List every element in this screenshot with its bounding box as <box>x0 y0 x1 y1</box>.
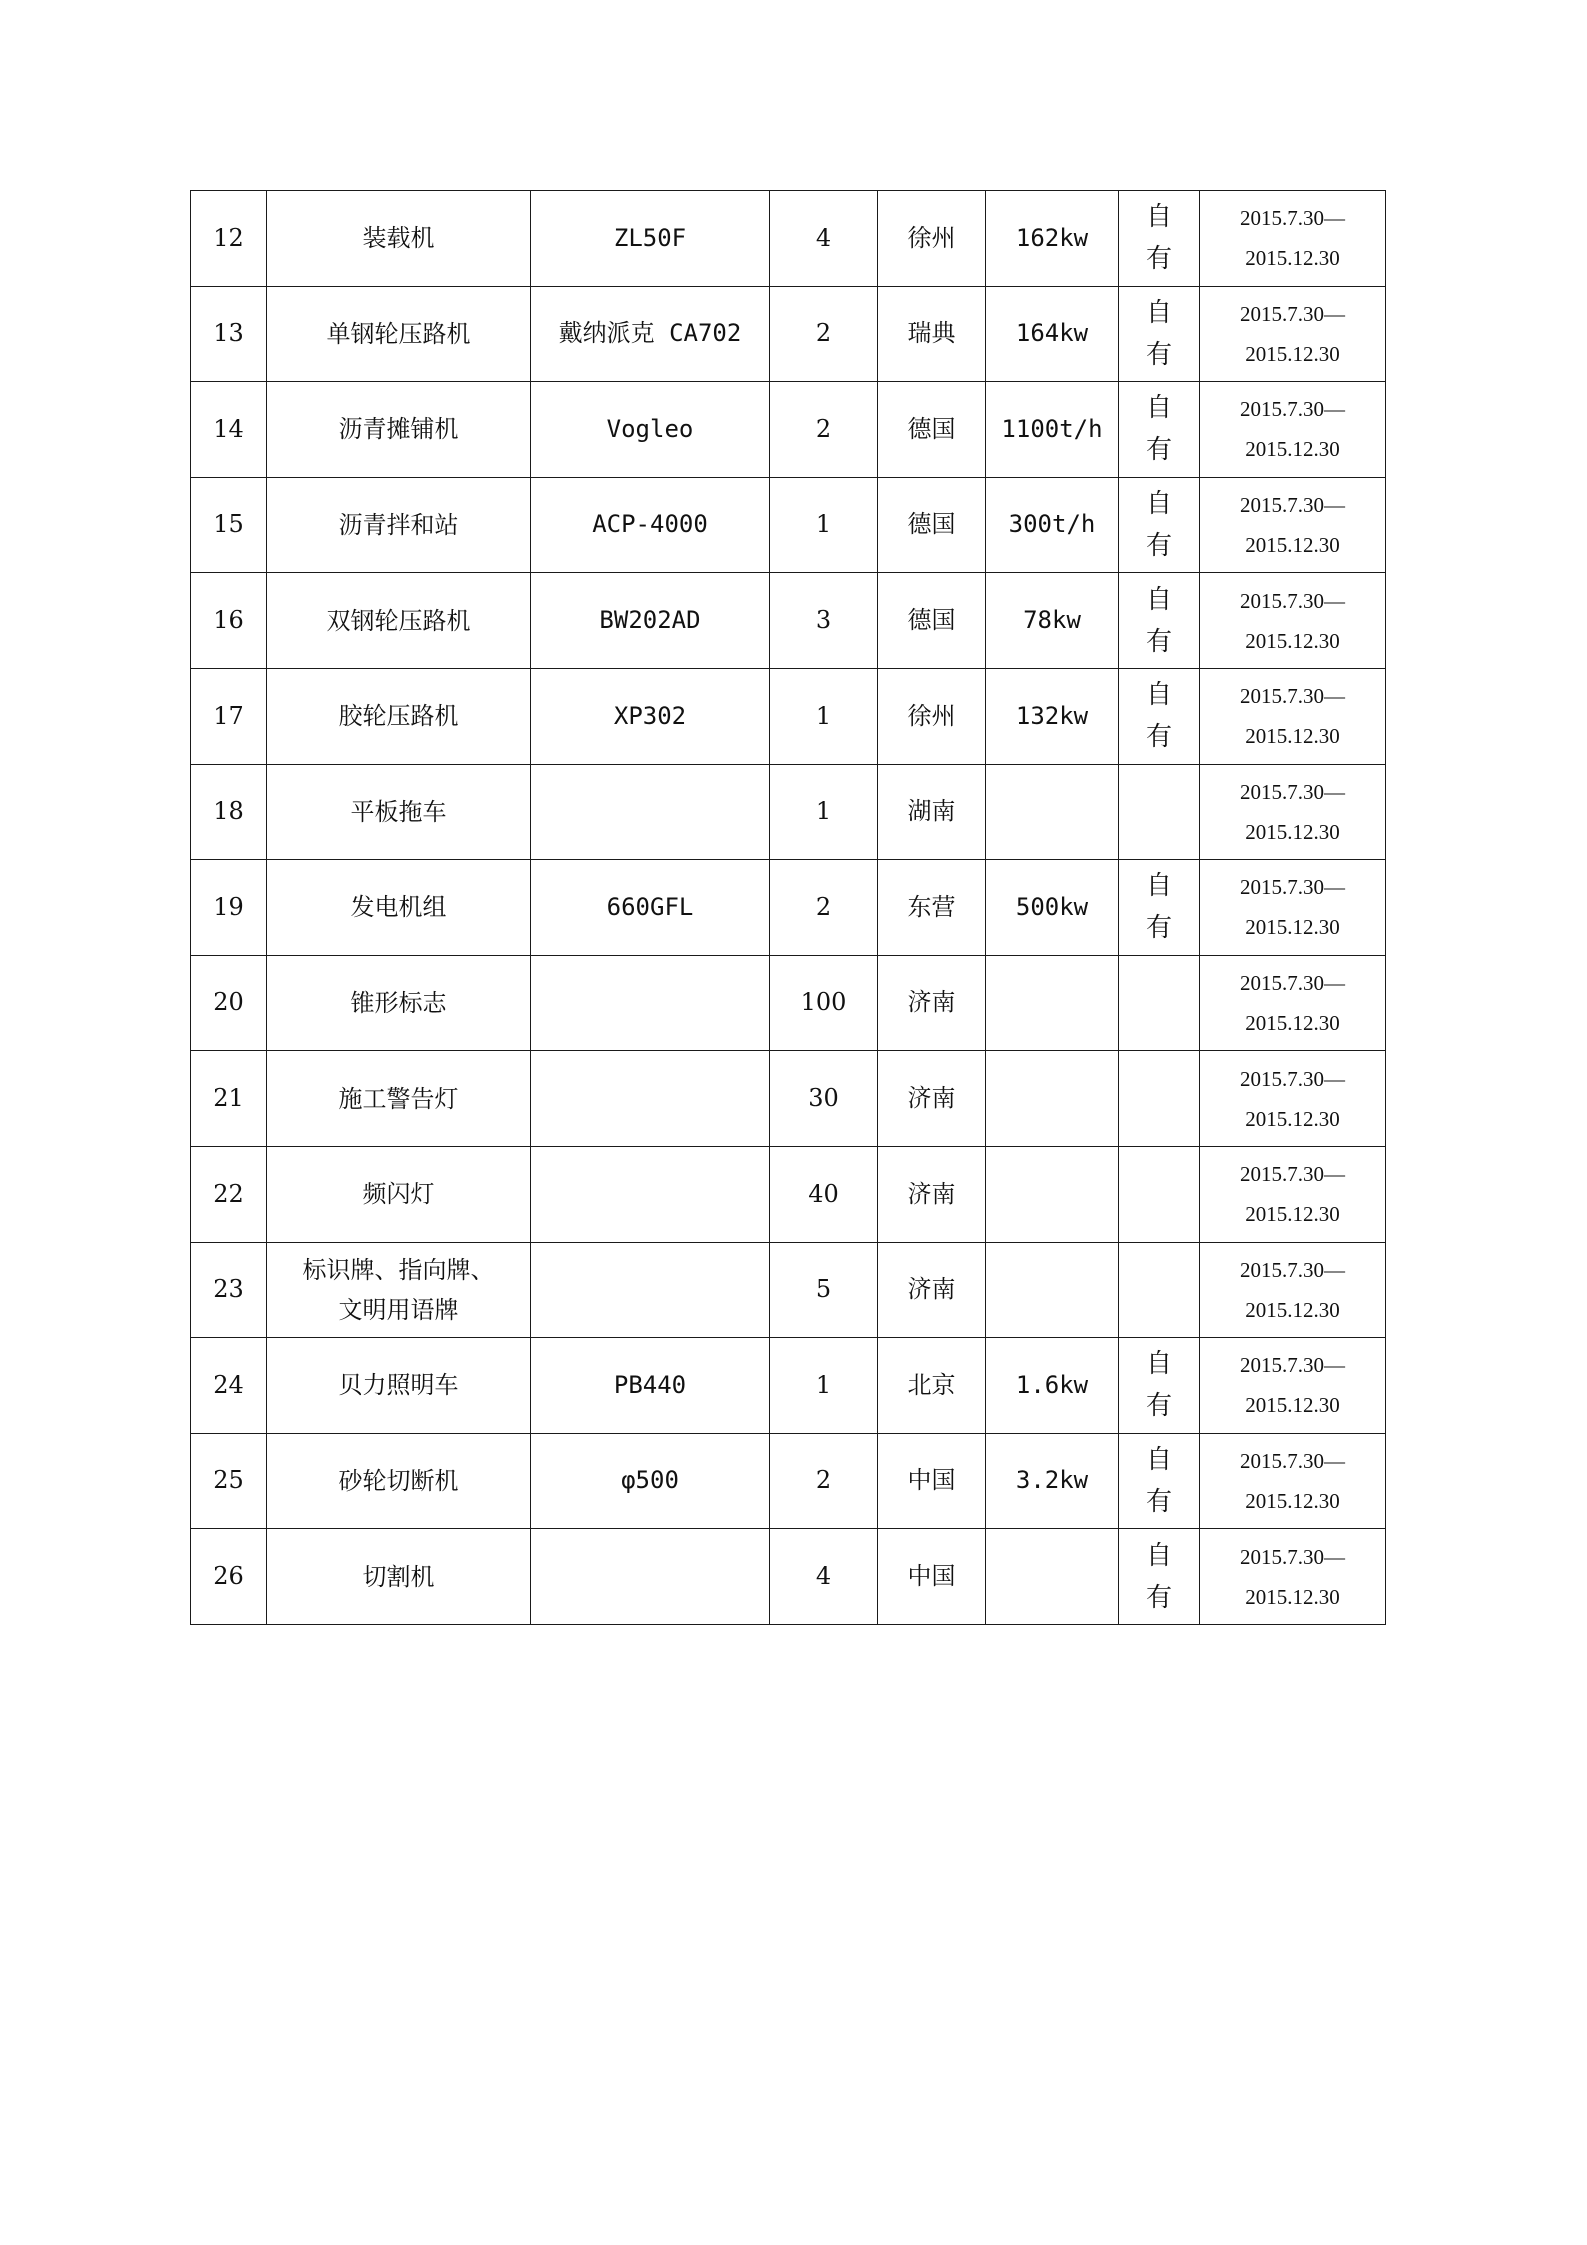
equipment-name-line: 发电机组 <box>350 893 447 922</box>
quantity-cell: 2 <box>770 860 878 956</box>
period-end: 2015.12.30 <box>1245 1106 1340 1131</box>
ownership-cell <box>1119 382 1200 478</box>
usage-period-cell <box>1200 1242 1386 1338</box>
usage-period-cell <box>1200 1338 1386 1434</box>
model-cell <box>531 764 770 860</box>
quantity-cell: 2 <box>770 1433 878 1529</box>
ownership-cell <box>1119 764 1200 860</box>
usage-period-cell <box>1200 191 1386 287</box>
period-end: 2015.12.30 <box>1245 1202 1340 1227</box>
ownership-cell <box>1119 1242 1200 1338</box>
period-start: 2015.7.30— <box>1240 493 1345 518</box>
ownership-char: 有 <box>1145 244 1172 275</box>
period-end: 2015.12.30 <box>1245 819 1340 844</box>
origin-cell: 湖南 <box>878 764 986 860</box>
quantity-cell: 1 <box>770 1338 878 1434</box>
model-cell: ZL50F <box>531 191 770 287</box>
row-number-cell: 26 <box>191 1529 267 1625</box>
table-row <box>191 955 1386 1051</box>
origin-cell: 瑞典 <box>878 286 986 382</box>
period-start: 2015.7.30— <box>1240 206 1345 231</box>
period-start: 2015.7.30— <box>1240 1449 1345 1474</box>
equipment-name-cell <box>267 191 531 287</box>
model-cell: BW202AD <box>531 573 770 669</box>
model-cell: 660GFL <box>531 860 770 956</box>
ownership-char: 自 <box>1145 393 1172 424</box>
power-cell <box>986 764 1119 860</box>
quantity-cell: 4 <box>770 191 878 287</box>
table-row <box>191 573 1386 669</box>
period-end: 2015.12.30 <box>1245 1393 1340 1418</box>
period-start: 2015.7.30— <box>1240 971 1345 996</box>
origin-cell: 徐州 <box>878 191 986 287</box>
ownership-char: 自 <box>1145 1445 1172 1476</box>
table-row <box>191 1146 1386 1242</box>
equipment-name-cell <box>267 1242 531 1338</box>
equipment-table <box>190 190 1386 1625</box>
ownership-char: 自 <box>1145 297 1172 328</box>
ownership-char: 有 <box>1145 435 1172 466</box>
period-start: 2015.7.30— <box>1240 1162 1345 1187</box>
period-start: 2015.7.30— <box>1240 301 1345 326</box>
ownership-cell <box>1119 477 1200 573</box>
equipment-name-cell <box>267 860 531 956</box>
period-end: 2015.12.30 <box>1245 915 1340 940</box>
row-number-cell: 16 <box>191 573 267 669</box>
origin-cell: 济南 <box>878 955 986 1051</box>
row-number-cell: 22 <box>191 1146 267 1242</box>
power-cell <box>986 1051 1119 1147</box>
ownership-char: 有 <box>1145 1487 1172 1518</box>
origin-cell: 中国 <box>878 1433 986 1529</box>
ownership-cell <box>1119 1146 1200 1242</box>
equipment-name-line: 单钢轮压路机 <box>326 319 471 348</box>
equipment-name-line: 锥形标志 <box>350 989 447 1018</box>
quantity-cell: 4 <box>770 1529 878 1625</box>
origin-cell: 德国 <box>878 382 986 478</box>
power-cell: 500kw <box>986 860 1119 956</box>
power-cell: 1100t/h <box>986 382 1119 478</box>
period-end: 2015.12.30 <box>1245 724 1340 749</box>
origin-cell: 济南 <box>878 1051 986 1147</box>
power-cell: 300t/h <box>986 477 1119 573</box>
table-row <box>191 1338 1386 1434</box>
ownership-char: 自 <box>1145 1349 1172 1380</box>
row-number-cell: 24 <box>191 1338 267 1434</box>
row-number-cell: 15 <box>191 477 267 573</box>
power-cell <box>986 1242 1119 1338</box>
model-cell <box>531 1242 770 1338</box>
usage-period-cell <box>1200 1433 1386 1529</box>
origin-cell: 德国 <box>878 477 986 573</box>
period-end: 2015.12.30 <box>1245 533 1340 558</box>
period-start: 2015.7.30— <box>1240 875 1345 900</box>
equipment-name-line: 双钢轮压路机 <box>326 606 471 635</box>
ownership-char: 自 <box>1145 871 1172 902</box>
power-cell <box>986 955 1119 1051</box>
ownership-cell <box>1119 286 1200 382</box>
period-end: 2015.12.30 <box>1245 1584 1340 1609</box>
period-start: 2015.7.30— <box>1240 1066 1345 1091</box>
ownership-cell <box>1119 1051 1200 1147</box>
quantity-cell: 40 <box>770 1146 878 1242</box>
ownership-char: 自 <box>1145 489 1172 520</box>
period-start: 2015.7.30— <box>1240 1257 1345 1282</box>
model-cell <box>531 1529 770 1625</box>
ownership-cell <box>1119 573 1200 669</box>
equipment-name-line: 贝力照明车 <box>338 1371 459 1400</box>
period-start: 2015.7.30— <box>1240 684 1345 709</box>
usage-period-cell <box>1200 286 1386 382</box>
equipment-name-line: 沥青拌和站 <box>338 511 459 540</box>
ownership-cell <box>1119 955 1200 1051</box>
quantity-cell: 100 <box>770 955 878 1051</box>
equipment-name-cell <box>267 668 531 764</box>
period-start: 2015.7.30— <box>1240 588 1345 613</box>
origin-cell: 中国 <box>878 1529 986 1625</box>
quantity-cell: 1 <box>770 764 878 860</box>
row-number-cell: 21 <box>191 1051 267 1147</box>
ownership-char: 有 <box>1145 913 1172 944</box>
period-start: 2015.7.30— <box>1240 779 1345 804</box>
equipment-name-line: 频闪灯 <box>362 1180 435 1209</box>
ownership-char: 有 <box>1145 722 1172 753</box>
table-row <box>191 1242 1386 1338</box>
usage-period-cell <box>1200 764 1386 860</box>
table-row <box>191 1529 1386 1625</box>
period-start: 2015.7.30— <box>1240 1353 1345 1378</box>
power-cell <box>986 1146 1119 1242</box>
table-row <box>191 1433 1386 1529</box>
model-cell: Vogleo <box>531 382 770 478</box>
power-cell: 164kw <box>986 286 1119 382</box>
table-row <box>191 764 1386 860</box>
row-number-cell: 13 <box>191 286 267 382</box>
usage-period-cell <box>1200 1529 1386 1625</box>
period-end: 2015.12.30 <box>1245 437 1340 462</box>
equipment-name-cell <box>267 1529 531 1625</box>
model-cell <box>531 1146 770 1242</box>
equipment-name-line: 文明用语牌 <box>338 1295 459 1324</box>
ownership-char: 自 <box>1145 584 1172 615</box>
quantity-cell: 1 <box>770 477 878 573</box>
power-cell: 78kw <box>986 573 1119 669</box>
model-cell <box>531 1051 770 1147</box>
usage-period-cell <box>1200 668 1386 764</box>
equipment-name-cell <box>267 1433 531 1529</box>
row-number-cell: 20 <box>191 955 267 1051</box>
equipment-name-cell <box>267 1338 531 1434</box>
quantity-cell: 3 <box>770 573 878 669</box>
equipment-name-line: 标识牌、指向牌、 <box>302 1255 495 1284</box>
equipment-name-cell <box>267 382 531 478</box>
ownership-char: 有 <box>1145 626 1172 657</box>
usage-period-cell <box>1200 955 1386 1051</box>
row-number-cell: 14 <box>191 382 267 478</box>
period-start: 2015.7.30— <box>1240 397 1345 422</box>
ownership-char: 有 <box>1145 531 1172 562</box>
row-number-cell: 19 <box>191 860 267 956</box>
model-cell: PB440 <box>531 1338 770 1434</box>
power-cell: 3.2kw <box>986 1433 1119 1529</box>
table-row <box>191 286 1386 382</box>
period-end: 2015.12.30 <box>1245 1489 1340 1514</box>
ownership-cell <box>1119 1529 1200 1625</box>
equipment-name-cell <box>267 1051 531 1147</box>
equipment-name-cell <box>267 764 531 860</box>
period-end: 2015.12.30 <box>1245 628 1340 653</box>
equipment-name-cell <box>267 955 531 1051</box>
document-page <box>190 190 1385 1625</box>
quantity-cell: 30 <box>770 1051 878 1147</box>
usage-period-cell <box>1200 477 1386 573</box>
model-cell: XP302 <box>531 668 770 764</box>
origin-cell: 北京 <box>878 1338 986 1434</box>
period-end: 2015.12.30 <box>1245 1011 1340 1036</box>
ownership-cell <box>1119 668 1200 764</box>
power-cell: 132kw <box>986 668 1119 764</box>
ownership-cell <box>1119 860 1200 956</box>
ownership-char: 自 <box>1145 202 1172 233</box>
origin-cell: 济南 <box>878 1242 986 1338</box>
table-row <box>191 668 1386 764</box>
usage-period-cell <box>1200 382 1386 478</box>
equipment-name-cell <box>267 1146 531 1242</box>
row-number-cell: 12 <box>191 191 267 287</box>
quantity-cell: 5 <box>770 1242 878 1338</box>
equipment-table-body <box>191 191 1386 1625</box>
model-cell <box>531 955 770 1051</box>
ownership-char: 自 <box>1145 680 1172 711</box>
table-row <box>191 382 1386 478</box>
equipment-name-line: 胶轮压路机 <box>338 702 459 731</box>
period-end: 2015.12.30 <box>1245 246 1340 271</box>
model-cell: 戴纳派克 CA702 <box>531 286 770 382</box>
equipment-name-cell <box>267 286 531 382</box>
period-start: 2015.7.30— <box>1240 1544 1345 1569</box>
ownership-char: 有 <box>1145 1582 1172 1613</box>
power-cell: 162kw <box>986 191 1119 287</box>
equipment-name-line: 切割机 <box>362 1562 435 1591</box>
power-cell <box>986 1529 1119 1625</box>
ownership-cell <box>1119 1433 1200 1529</box>
table-row <box>191 1051 1386 1147</box>
equipment-name-cell <box>267 573 531 669</box>
table-row <box>191 860 1386 956</box>
equipment-name-line: 装载机 <box>362 224 435 253</box>
equipment-name-line: 平板拖车 <box>350 797 447 826</box>
origin-cell: 徐州 <box>878 668 986 764</box>
period-end: 2015.12.30 <box>1245 341 1340 366</box>
row-number-cell: 18 <box>191 764 267 860</box>
ownership-char: 自 <box>1145 1540 1172 1571</box>
model-cell: ACP-4000 <box>531 477 770 573</box>
period-end: 2015.12.30 <box>1245 1297 1340 1322</box>
ownership-char: 有 <box>1145 339 1172 370</box>
usage-period-cell <box>1200 573 1386 669</box>
equipment-name-line: 沥青摊铺机 <box>338 415 459 444</box>
row-number-cell: 23 <box>191 1242 267 1338</box>
equipment-name-line: 砂轮切断机 <box>338 1467 459 1496</box>
ownership-cell <box>1119 191 1200 287</box>
row-number-cell: 25 <box>191 1433 267 1529</box>
usage-period-cell <box>1200 1146 1386 1242</box>
usage-period-cell <box>1200 860 1386 956</box>
model-cell: φ500 <box>531 1433 770 1529</box>
equipment-name-cell <box>267 477 531 573</box>
equipment-name-line: 施工警告灯 <box>338 1084 459 1113</box>
origin-cell: 济南 <box>878 1146 986 1242</box>
ownership-char: 有 <box>1145 1391 1172 1422</box>
quantity-cell: 2 <box>770 382 878 478</box>
table-row <box>191 477 1386 573</box>
origin-cell: 东营 <box>878 860 986 956</box>
quantity-cell: 1 <box>770 668 878 764</box>
quantity-cell: 2 <box>770 286 878 382</box>
row-number-cell: 17 <box>191 668 267 764</box>
ownership-cell <box>1119 1338 1200 1434</box>
usage-period-cell <box>1200 1051 1386 1147</box>
origin-cell: 德国 <box>878 573 986 669</box>
table-row <box>191 191 1386 287</box>
power-cell: 1.6kw <box>986 1338 1119 1434</box>
